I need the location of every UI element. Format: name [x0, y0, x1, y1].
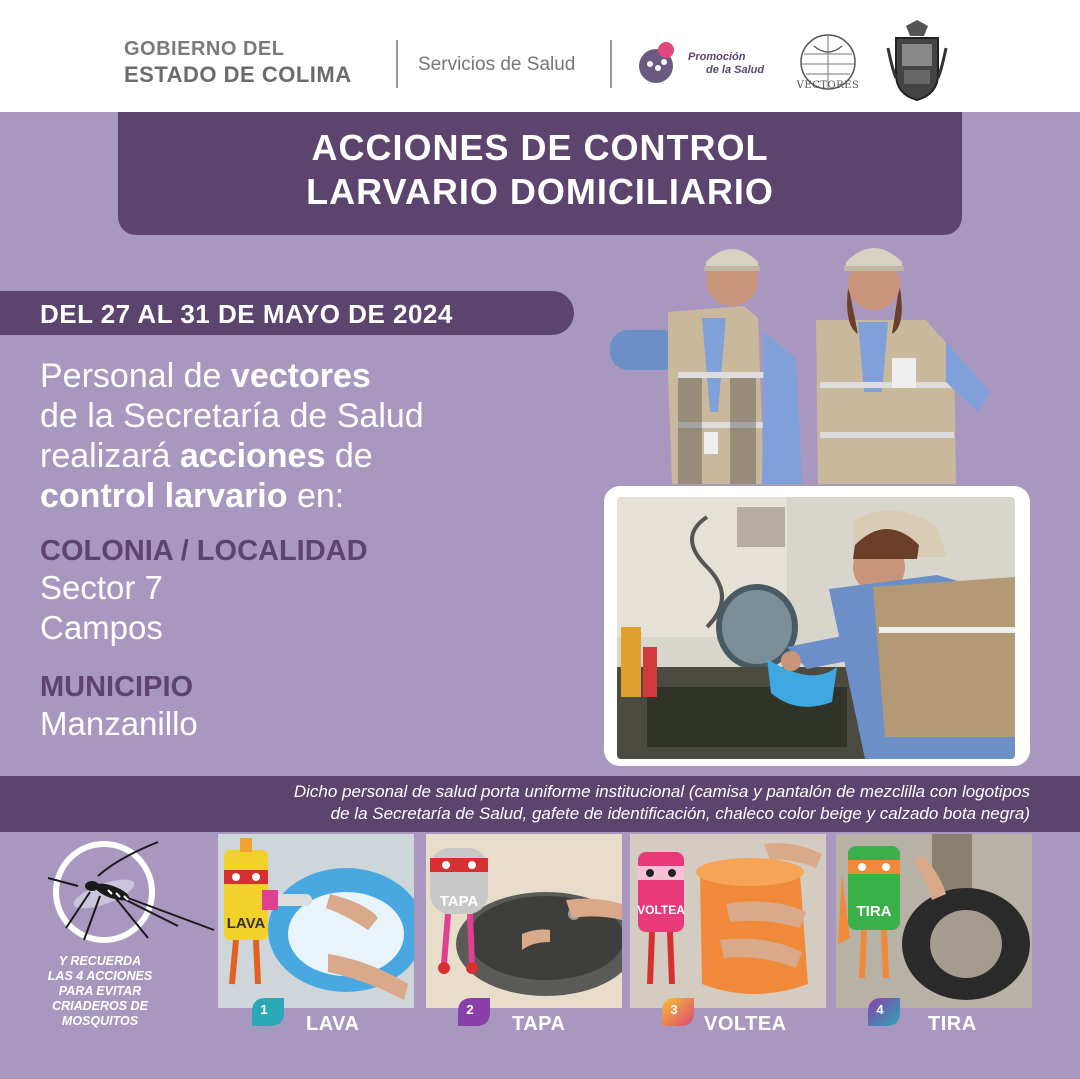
colima-shield-icon — [886, 18, 948, 104]
gov-name-line1: GOBIERNO DEL — [124, 38, 285, 60]
action-2-label: TAPA — [512, 1013, 566, 1035]
action-tapa-image — [426, 834, 622, 1008]
colonia-value: Sector 7 — [40, 569, 163, 606]
colonia-value: Campos — [40, 609, 163, 646]
action-1-number: 1 — [260, 1002, 268, 1017]
date-text: DEL 27 AL 31 DE MAYO DE 2024 — [40, 299, 453, 329]
action-4-number: 4 — [876, 1002, 884, 1017]
uniform-notice-line1: Dicho personal de salud porta uniforme institucional (camisa y pantalón de mezclilla con logotipos — [293, 782, 1030, 801]
municipio-label: MUNICIPIO — [40, 671, 194, 703]
uniform-notice-line2: de la Secretaría de Salud, gafete de identificación, chaleco color beige y calzado bota negra) — [330, 804, 1030, 823]
promocion-logo-icon — [634, 38, 682, 86]
action-3-label: VOLTEA — [704, 1013, 787, 1035]
promocion-logo-text: Promoción de la Salud — [688, 51, 765, 76]
header-divider — [610, 40, 612, 88]
colonia-label: COLONIA / LOCALIDAD — [40, 535, 368, 567]
lava-sign: LAVA — [226, 915, 266, 932]
vectores-logo-text: VECTORES — [796, 80, 860, 91]
action-1-label: LAVA — [306, 1013, 360, 1035]
header-divider — [396, 40, 398, 88]
tira-sign: TIRA — [856, 903, 892, 920]
action-2-number: 2 — [466, 1002, 474, 1017]
title-line2: LARVARIO DOMICILIARIO — [306, 171, 774, 212]
reminder-text: Y RECUERDA LAS 4 ACCIONES PARA EVITAR CRIADEROS DE MOSQUITOS — [47, 954, 153, 1028]
uniform-notice-band — [0, 776, 1080, 832]
action-3-number: 3 — [670, 1002, 678, 1017]
title-banner — [118, 112, 962, 235]
tapa-sign: TAPA — [439, 893, 479, 910]
title-line1: ACCIONES DE CONTROL — [311, 127, 769, 168]
info-paragraph: Personal de vectores de la Secretaría de Salud realizará acciones de control larvario en: — [40, 357, 424, 515]
action-tira-image — [836, 834, 1032, 1008]
services-label: Servicios de Salud — [418, 54, 576, 75]
health-workers-image — [606, 222, 996, 484]
header-bar — [0, 0, 1080, 112]
larva-inspection-photo — [617, 497, 1015, 759]
municipio-value: Manzanillo — [40, 705, 198, 742]
mosquito-icon — [38, 838, 218, 944]
action-lava-image — [218, 834, 414, 1008]
action-4-label: TIRA — [928, 1013, 977, 1035]
gov-name-line2: ESTADO DE COLIMA — [124, 62, 352, 87]
action-voltea-image — [630, 834, 826, 1008]
date-banner — [0, 291, 574, 335]
voltea-sign: VOLTEA — [637, 903, 685, 917]
